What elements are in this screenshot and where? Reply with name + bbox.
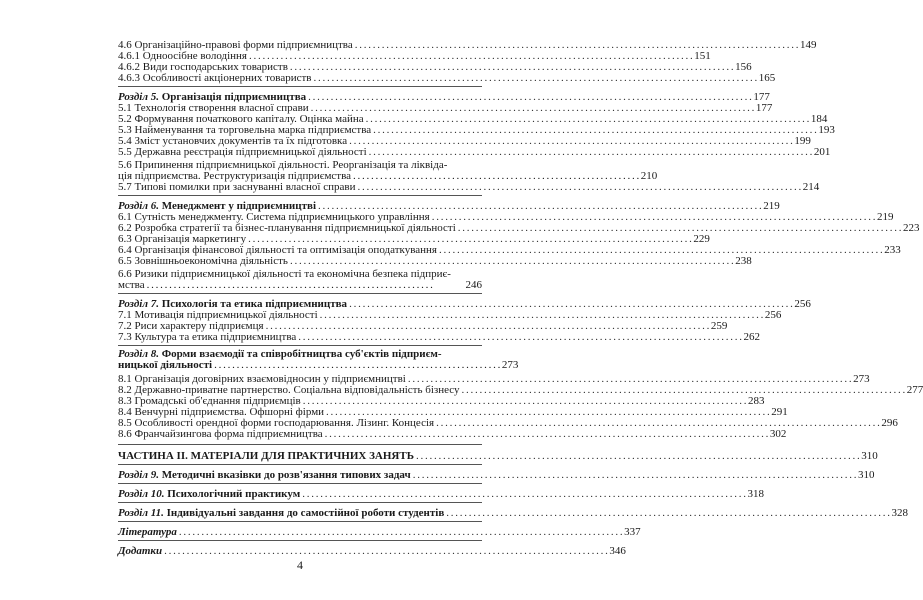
toc-entry-page: 223 — [903, 222, 920, 234]
toc-entry-page: 302 — [769, 428, 787, 440]
toc-entry-title: 6.3 Організація маркетингу — [118, 233, 247, 245]
toc-entry-page: 233 — [884, 244, 901, 256]
part-page: 310 — [861, 450, 878, 462]
section-title-line1: Форми взаємодії та співробітництва суб'єктів підприєм- — [161, 348, 442, 360]
section-label: Розділ 5. — [118, 91, 159, 103]
toc-entry-title-line1: 6.6 Ризики підприємницької діяльності та економічна безпека підприє- — [118, 268, 451, 280]
section-title: Методичні вказівки до розв'язання типових задач — [161, 469, 411, 481]
section-label: Розділ 6. — [118, 200, 159, 212]
toc-section-11[interactable] — [118, 502, 909, 519]
toc-entry[interactable] — [118, 255, 752, 267]
literature-title: Література — [118, 526, 177, 538]
toc-entry-page: 199 — [794, 135, 811, 147]
page-number: 4 — [297, 558, 303, 572]
toc-entry-title: 5.5 Державна реєстрація підприємницької діяльності — [118, 146, 367, 158]
literature-page: 337 — [624, 526, 641, 538]
toc-entry-multiline[interactable] — [118, 269, 482, 291]
section-title-line2: ницької діяльності — [118, 359, 213, 371]
toc-entry-title: 6.5 Зовнішньоекономічна діяльність — [118, 255, 288, 267]
toc-entry-title: 6.4 Організація фінансової діяльності та оптимізація оподаткування — [118, 244, 437, 256]
toc-entry-title: 5.1 Технологія створення власної справи — [118, 102, 309, 114]
toc-entry-title: 8.3 Громадські об'єднання підприємців — [118, 395, 301, 407]
toc-entry-title: 5.3 Найменування та торговельна марка підприємства — [118, 124, 372, 136]
toc-section-5[interactable] — [118, 86, 770, 103]
toc-entry-page: 238 — [735, 255, 752, 267]
section-label: Розділ 9. — [118, 469, 159, 481]
toc-entry-title: 8.5 Особливості орендної форми господарювання. Лізинг. Концесія — [118, 417, 435, 429]
toc-entry[interactable] — [118, 146, 831, 158]
toc-entry-title: 7.2 Риси характеру підприємця — [118, 320, 264, 332]
toc-entry-title-line2: мства — [118, 279, 145, 291]
toc-section-8[interactable] — [118, 345, 519, 371]
toc-entry-page: 256 — [764, 309, 782, 321]
section-title: Психологія та етика підприємництва — [161, 298, 348, 310]
toc-entry-page: 246 — [465, 279, 482, 291]
toc-entry-multiline[interactable] — [118, 159, 658, 182]
toc-entry-title: 6.2 Розробка стратегії та бізнес-планування підприємницької діяльності — [118, 222, 456, 234]
toc-entry-title: 8.6 Франчайзингова форма підприємництва — [118, 428, 323, 440]
toc-entry-page: 219 — [876, 211, 894, 223]
toc-entry-title: 4.6 Організаційно-правові форми підприємництва — [118, 39, 353, 51]
section-label: Розділ 7. — [118, 298, 159, 310]
section-page: 177 — [753, 91, 770, 103]
toc-entry-page: 177 — [755, 102, 773, 114]
toc-entry-page: 296 — [881, 417, 898, 429]
toc-entry-page: 262 — [743, 331, 761, 343]
toc-entry-title: 5.7 Типові помилки при заснуванні власної справи — [118, 181, 356, 193]
toc-entry-page: 201 — [813, 146, 831, 158]
toc-entry-title: 7.3 Культура та етика підприємництва — [118, 331, 297, 343]
toc-appendices[interactable] — [118, 540, 626, 557]
toc-entry-page: 214 — [802, 181, 820, 193]
toc-literature[interactable] — [118, 521, 641, 538]
toc-entry-title: 5.4 Зміст установчих документів та їх підготовка — [118, 135, 348, 147]
toc-entry-title: 8.2 Державно-приватне партнерство. Соціальна відповідальність бізнесу — [118, 384, 460, 396]
section-page: 328 — [891, 507, 909, 519]
section-page: 273 — [501, 359, 519, 371]
toc-entry-page: 149 — [799, 39, 817, 51]
toc-entry-page: 193 — [818, 124, 835, 136]
section-page: 219 — [763, 200, 780, 212]
toc-entry-page: 291 — [771, 406, 788, 418]
toc-section-6[interactable] — [118, 195, 780, 212]
part-title: ЧАСТИНА ІІ. МАТЕРІАЛИ ДЛЯ ПРАКТИЧНИХ ЗАНЯТЬ — [118, 450, 414, 462]
toc-section-7[interactable] — [118, 293, 811, 310]
toc-entry-page: 151 — [694, 50, 711, 62]
section-title: Менеджмент у підприємництві — [161, 200, 316, 212]
toc-entry[interactable] — [118, 181, 820, 193]
toc-entry-title-line1: 5.6 Припинення підприємницької діяльності. Реорганізація та ліквіда- — [118, 159, 448, 171]
appendices-page: 346 — [609, 545, 626, 557]
section-title: Організація підприємництва — [161, 91, 307, 103]
toc-entry[interactable] — [118, 331, 761, 343]
toc-entry-page: 259 — [710, 320, 728, 332]
toc-entry-page: 277 — [906, 384, 923, 396]
toc-entry-title: 8.4 Венчурні підприємства. Офшорні фірми — [118, 406, 325, 418]
section-title: Психологічний практикум — [167, 488, 301, 500]
toc-entry-page: 229 — [693, 233, 710, 245]
section-title: Індивідуальні завдання до самостійної роботи студентів — [166, 507, 445, 519]
toc-entry-title: 8.1 Організація договірних взаємовідносин у підприємництві — [118, 373, 406, 385]
section-page: 256 — [794, 298, 811, 310]
toc-entry-page: 283 — [748, 395, 765, 407]
section-page: 318 — [747, 488, 764, 500]
toc-section-9[interactable] — [118, 464, 875, 481]
table-of-contents — [118, 39, 923, 557]
toc-entry-title: 4.6.1 Одноосібне володіння — [118, 50, 247, 62]
toc-section-10[interactable] — [118, 483, 764, 500]
toc-entry-title-line2: ція підприємства. Реструктуризація підприємства — [118, 170, 352, 182]
toc-entry[interactable] — [118, 72, 776, 84]
toc-entry-title: 4.6.3 Особливості акціонерних товариств — [118, 72, 312, 84]
section-label: Розділ 10. — [118, 488, 165, 500]
toc-entry-title: 6.1 Сутність менеджменту. Система підприємницького управління — [118, 211, 430, 223]
toc-entry-page: 273 — [853, 373, 870, 385]
toc-entry-title: 4.6.2 Види господарських товариств — [118, 61, 288, 73]
toc-part-2[interactable] — [118, 444, 878, 462]
toc-entry[interactable] — [118, 428, 787, 440]
toc-entry-page: 156 — [735, 61, 752, 73]
section-label: Розділ 8. — [118, 348, 159, 360]
appendices-title: Додатки — [118, 545, 163, 557]
toc-entry-page: 184 — [810, 113, 828, 125]
toc-entry-page: 210 — [640, 170, 658, 182]
toc-entry-page: 165 — [758, 72, 776, 84]
toc-entry-title: 7.1 Мотивація підприємницької діяльності — [118, 309, 318, 321]
section-label: Розділ 11. — [118, 507, 164, 519]
toc-entry-title: 5.2 Формування початкового капіталу. Оцінка майна — [118, 113, 364, 125]
section-page: 310 — [857, 469, 875, 481]
